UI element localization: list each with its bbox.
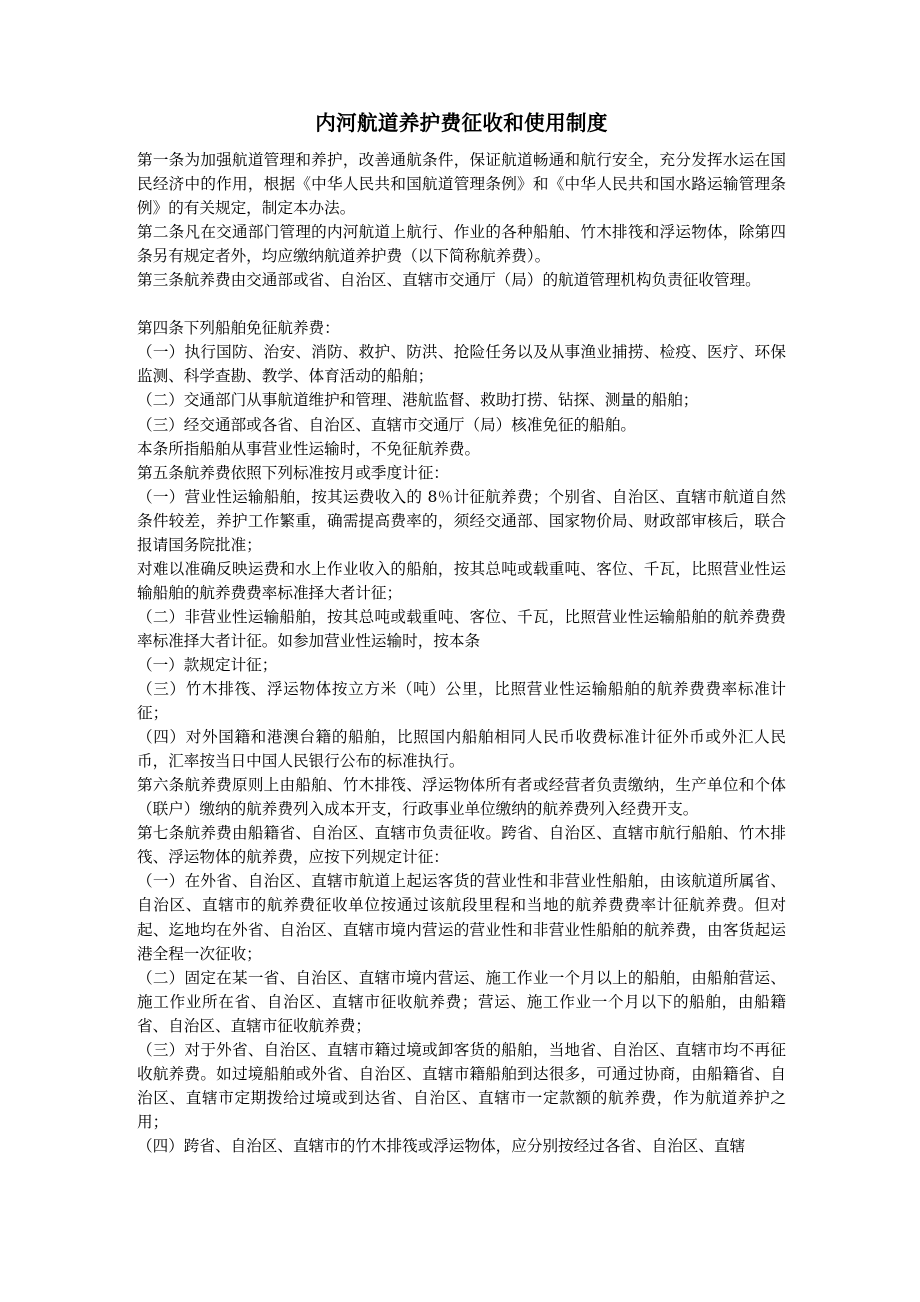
- paragraph-article-7: 第七条航养费由船籍省、自治区、直辖市负责征收。跨省、自治区、直辖市航行船舶、竹木排筏、浮运物体的航养费，应按下列规定计征：: [137, 824, 786, 867]
- paragraph-article-5-item-4: （四）对外国籍和港澳台籍的船舶，比照国内船舶相同人民币收费标准计征外币或外汇人民币，汇率按当日中国人民银行公布的标准执行。: [137, 728, 786, 771]
- page-title: 内河航道养护费征收和使用制度: [315, 111, 608, 135]
- paragraph-article-5: 第五条航养费依照下列标准按月或季度计征：: [137, 463, 449, 482]
- document-content: [137, 108, 786, 1158]
- paragraph-article-4-item-3: （三）经交通部或各省、自治区、直辖市交通厅（局）核准免征的船舶。: [137, 415, 637, 434]
- paragraph-article-5-item-1: （一）营业性运输船舶，按其运费收入的 8％计征航养费；个别省、自治区、直辖市航道自然条件较差，养护工作繁重，确需提高费率的，须经交通部、国家物价局、财政部审核后，联合报请国务院批准；: [137, 487, 786, 554]
- paragraph-article-2: 第二条凡在交通部门管理的内河航道上航行、作业的各种船舶、竹木排筏和浮运物体，除第四条另有规定者外，均应缴纳航道养护费（以下简称航养费）。: [137, 223, 786, 266]
- paragraph-article-5-item-1-note: 对难以准确反映运费和水上作业收入的船舶，按其总吨或载重吨、客位、千瓦，比照营业性运输船舶的航养费费率标准择大者计征；: [137, 559, 786, 602]
- paragraph-article-4-note: 本条所指船舶从事营业性运输时，不免征航养费。: [137, 439, 481, 458]
- paragraph-article-4-item-2: （二）交通部门从事航道维护和管理、港航监督、救助打捞、钻探、测量的船舶；: [137, 391, 699, 410]
- paragraph-article-6: 第六条航养费原则上由船舶、竹木排筏、浮运物体所有者或经营者负责缴纳，生产单位和个体（联户）缴纳的航养费列入成本开支，行政事业单位缴纳的航养费列入经费开支。: [137, 776, 786, 819]
- paragraph-article-4: 第四条下列船舶免征航养费：: [137, 319, 340, 338]
- paragraph-article-7-item-1: （一）在外省、自治区、直辖市航道上起运客货的营业性和非营业性船舶，由该航道所属省、自治区、直辖市的航养费征收单位按通过该航段里程和当地的航养费费率计征航养费。但对起、迄地均在外省、自治区、直辖市境内营运的营业性和非营业性船舶的航养费，由客货起运港全程一次征收；: [137, 872, 786, 963]
- paragraph-article-7-item-2: （二）固定在某一省、自治区、直辖市境内营运、施工作业一个月以上的船舶，由船舶营运、施工作业所在省、自治区、直辖市征收航养费；营运、施工作业一个月以下的船舶，由船籍省、自治区、直辖市征收航养费；: [137, 968, 786, 1035]
- paragraph-article-4-item-1: （一）执行国防、治安、消防、救护、防洪、抢险任务以及从事渔业捕捞、检疫、医疗、环保监测、科学查勘、教学、体育活动的船舶；: [137, 343, 786, 386]
- paragraph-article-1: 第一条为加强航道管理和养护，改善通航条件，保证航道畅通和航行安全，充分发挥水运在国民经济中的作用，根据《中华人民共和国航道管理条例》和《中华人民共和国水路运输管理条例》的有关规定，制定本办法。: [137, 151, 786, 218]
- paragraph-article-7-item-4: （四）跨省、自治区、直辖市的竹木排筏或浮运物体，应分别按经过各省、自治区、直辖: [137, 1136, 746, 1155]
- paragraph-blank-line: [137, 292, 786, 316]
- document-body: [137, 148, 786, 1158]
- paragraph-article-5-item-2-continuation: （一）款规定计征；: [137, 655, 278, 674]
- paragraph-article-7-item-3: （三）对于外省、自治区、直辖市籍过境或卸客货的船舶，当地省、自治区、直辖市均不再征收航养费。如过境船舶或外省、自治区、直辖市籍船舶到达很多，可通过协商，由船籍省、自治区、直辖市定期拨给过境或到达省、自治区、直辖市一定款额的航养费，作为航道养护之用；: [137, 1040, 786, 1131]
- paragraph-article-3: 第三条航养费由交通部或省、自治区、直辖市交通厅（局）的航道管理机构负责征收管理。: [137, 271, 761, 290]
- paragraph-article-5-item-2: （二）非营业性运输船舶，按其总吨或载重吨、客位、千瓦，比照营业性运输船舶的航养费费率标准择大者计征。如参加营业性运输时，按本条: [137, 607, 786, 650]
- paragraph-article-5-item-3: （三）竹木排筏、浮运物体按立方米（吨）公里，比照营业性运输船舶的航养费费率标准计征；: [137, 680, 786, 723]
